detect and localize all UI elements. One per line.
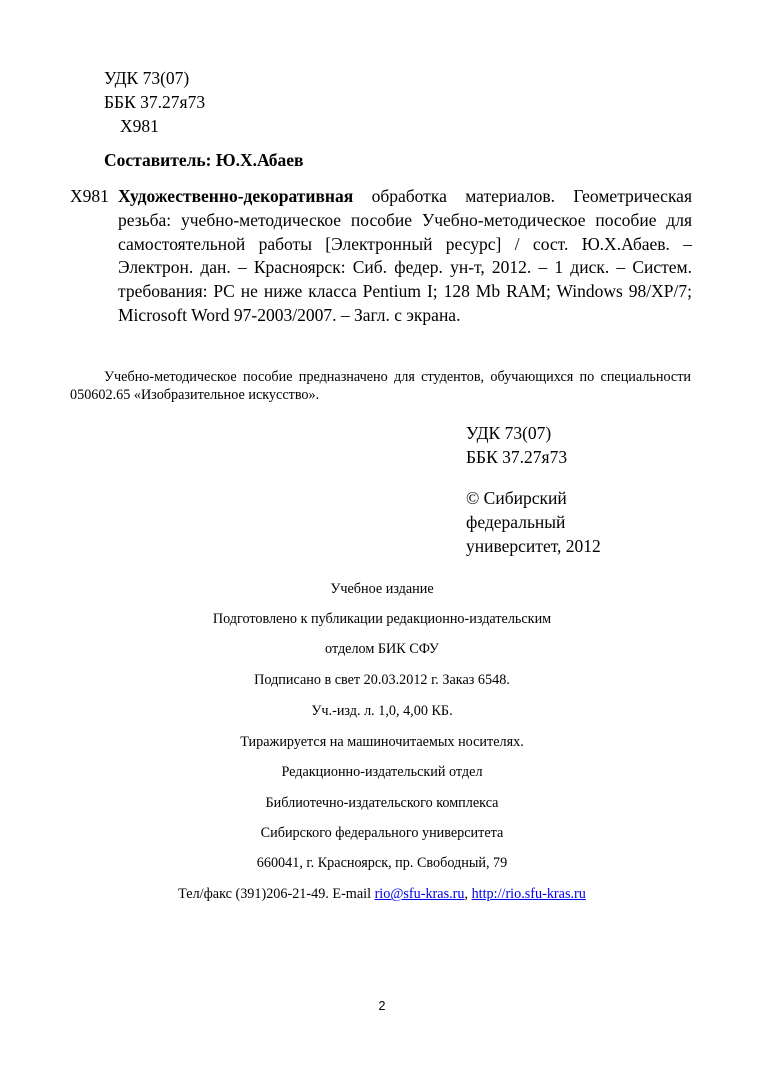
copyright-line-2: федеральный xyxy=(466,512,566,532)
address-line: 660041, г. Красноярск, пр. Свободный, 79 xyxy=(256,855,508,871)
bibliographic-description xyxy=(70,185,692,328)
bbk-code: ББК 37.27я73 xyxy=(104,92,206,112)
contact-separator: , xyxy=(464,886,472,902)
udk-code: УДК 73(07) xyxy=(104,68,190,88)
header-classification xyxy=(104,66,205,138)
media-line: Тиражируется на машиночитаемых носителях. xyxy=(240,734,524,750)
signed-line: Подписано в свет 20.03.2012 г. Заказ 6548. xyxy=(254,672,510,688)
bibliographic-code: Х981 xyxy=(70,186,109,206)
dept-line-1: Редакционно-издательский отдел xyxy=(281,764,483,780)
author-mark: Х981 xyxy=(120,116,159,136)
edition-type: Учебное издание xyxy=(330,581,434,597)
email-link[interactable]: rio@sfu-kras.ru xyxy=(374,886,465,902)
copyright-block xyxy=(466,486,601,558)
dept-line-3: Сибирского федерального университета xyxy=(260,825,504,841)
contact-prefix: Тел/факс (391)206-21-49. E-mail xyxy=(178,886,375,902)
sheets-line: Уч.-изд. л. 1,0, 4,00 КБ. xyxy=(311,703,453,719)
copyright-line-1: © Сибирский xyxy=(466,488,567,508)
prepared-line-1: Подготовлено к публикации редакционно-издательским xyxy=(212,611,552,627)
bibliographic-title: Художественно-декоративная xyxy=(118,186,354,206)
page-number: 2 xyxy=(378,999,386,1013)
bibliographic-text: обработка материалов. Геометрическая резьба: учебно-методическое пособие Учебно-методическое пособие для самостоятельной работы [Электронный ресурс] / сост. Ю.Х.Абаев. – Электрон. дан. – Красноярск: Сиб. федер. ун-т, 2012. – 1 диск. – Систем. требования: PC не ниже класса Pentium I; 128 Mb RAM; Windows 98/XP/7; Microsoft Word 97-2003/2007. – Загл. с экрана. xyxy=(118,186,692,325)
bibliographic-record xyxy=(70,185,692,328)
dept-line-2: Библиотечно-издательского комплекса xyxy=(265,795,499,811)
compiler-line: Составитель: Ю.Х.Абаев xyxy=(104,150,304,170)
copyright-line-3: университет, 2012 xyxy=(466,536,601,556)
contact-line xyxy=(0,886,764,903)
website-link[interactable]: http://rio.sfu-kras.ru xyxy=(471,886,586,902)
classification-right xyxy=(466,421,567,469)
annotation: Учебно-методическое пособие предназначено для студентов, обучающихся по специальности 050602.65 «Изобразительное искусство». xyxy=(70,369,691,403)
bbk-code-right: ББК 37.27я73 xyxy=(466,447,568,467)
udk-code-right: УДК 73(07) xyxy=(466,423,552,443)
prepared-line-2: отделом БИК СФУ xyxy=(325,641,439,657)
